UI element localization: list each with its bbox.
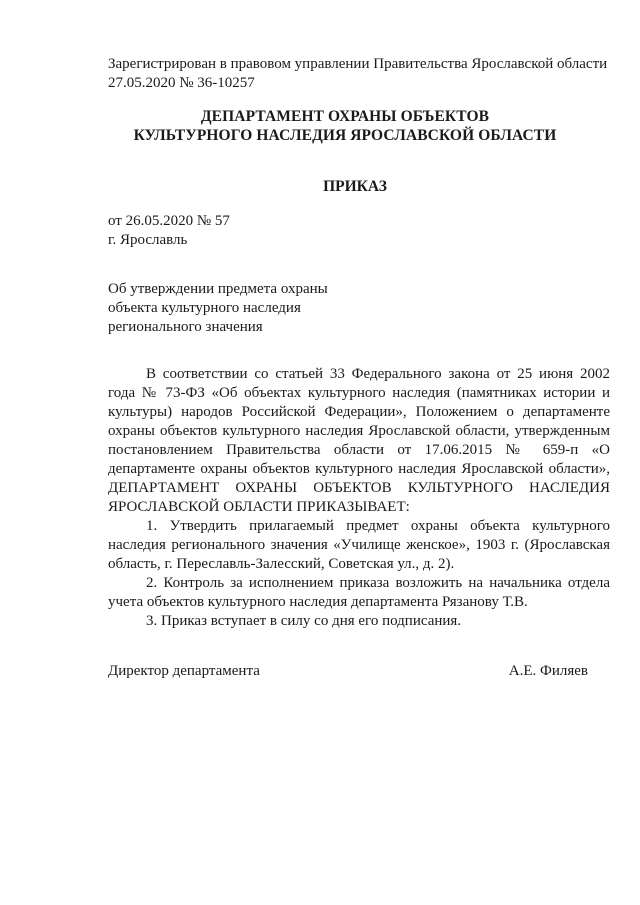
signature-block [108,662,588,681]
order-date-number: от 26.05.2020 № 57 [108,213,230,229]
registration-note [108,55,618,93]
order-item-1: 1. Утвердить прилагаемый предмет охраны объекта культурного наследия регионального значения «Училище женское», 1903 г. (Ярославская область, г. Переславль-Залесский, Советская ул., д. 2). [108,518,610,572]
preamble-paragraph: В соответствии со статьей 33 Федерального закона от 25 июня 2002 года № 73-ФЗ «Об объектах культурного наследия (памятниках истории и культуры) народов Российской Федерации», Положением о департаменте охраны объектов культурного наследия Ярославской области, утвержденным постановлением Правительства области от 17.06.2015 № 659-п «О департаменте охраны объектов культурного наследия Ярославской области», ДЕПАРТАМЕНТ ОХРАНЫ ОБЪЕКТОВ КУЛЬТУРНОГО НАСЛЕДИЯ ЯРОСЛАВСКОЙ ОБЛАСТИ ПРИКАЗЫВАЕТ: [108,366,610,515]
order-subject [108,280,328,337]
signatory-name: А.Е. Филяев [508,663,588,679]
department-line-2: КУЛЬТУРНОГО НАСЛЕДИЯ ЯРОСЛАВСКОЙ ОБЛАСТИ [133,127,557,144]
order-details [108,212,230,250]
order-item-2: 2. Контроль за исполнением приказа возложить на начальника отдела учета объектов культурного наследия департамента Рязанову Т.В. [108,575,610,610]
order-item-3: 3. Приказ вступает в силу со дня его подписания. [146,613,462,629]
order-body [108,365,610,631]
subject-line-1: Об утверждении предмета охраны [108,281,328,297]
order-city: г. Ярославль [108,232,188,248]
signatory-position: Директор департамента [108,663,260,679]
subject-line-2: объекта культурного наследия [108,300,301,316]
department-line-1: ДЕПАРТАМЕНТ ОХРАНЫ ОБЪЕКТОВ [200,108,490,125]
order-title: ПРИКАЗ [323,178,387,195]
department-header [0,107,640,145]
registration-line-1: Зарегистрирован в правовом управлении Правительства Ярославской области [108,56,608,72]
registration-line-2: 27.05.2020 № 36-10257 [108,75,255,91]
subject-line-3: регионального значения [108,319,263,335]
